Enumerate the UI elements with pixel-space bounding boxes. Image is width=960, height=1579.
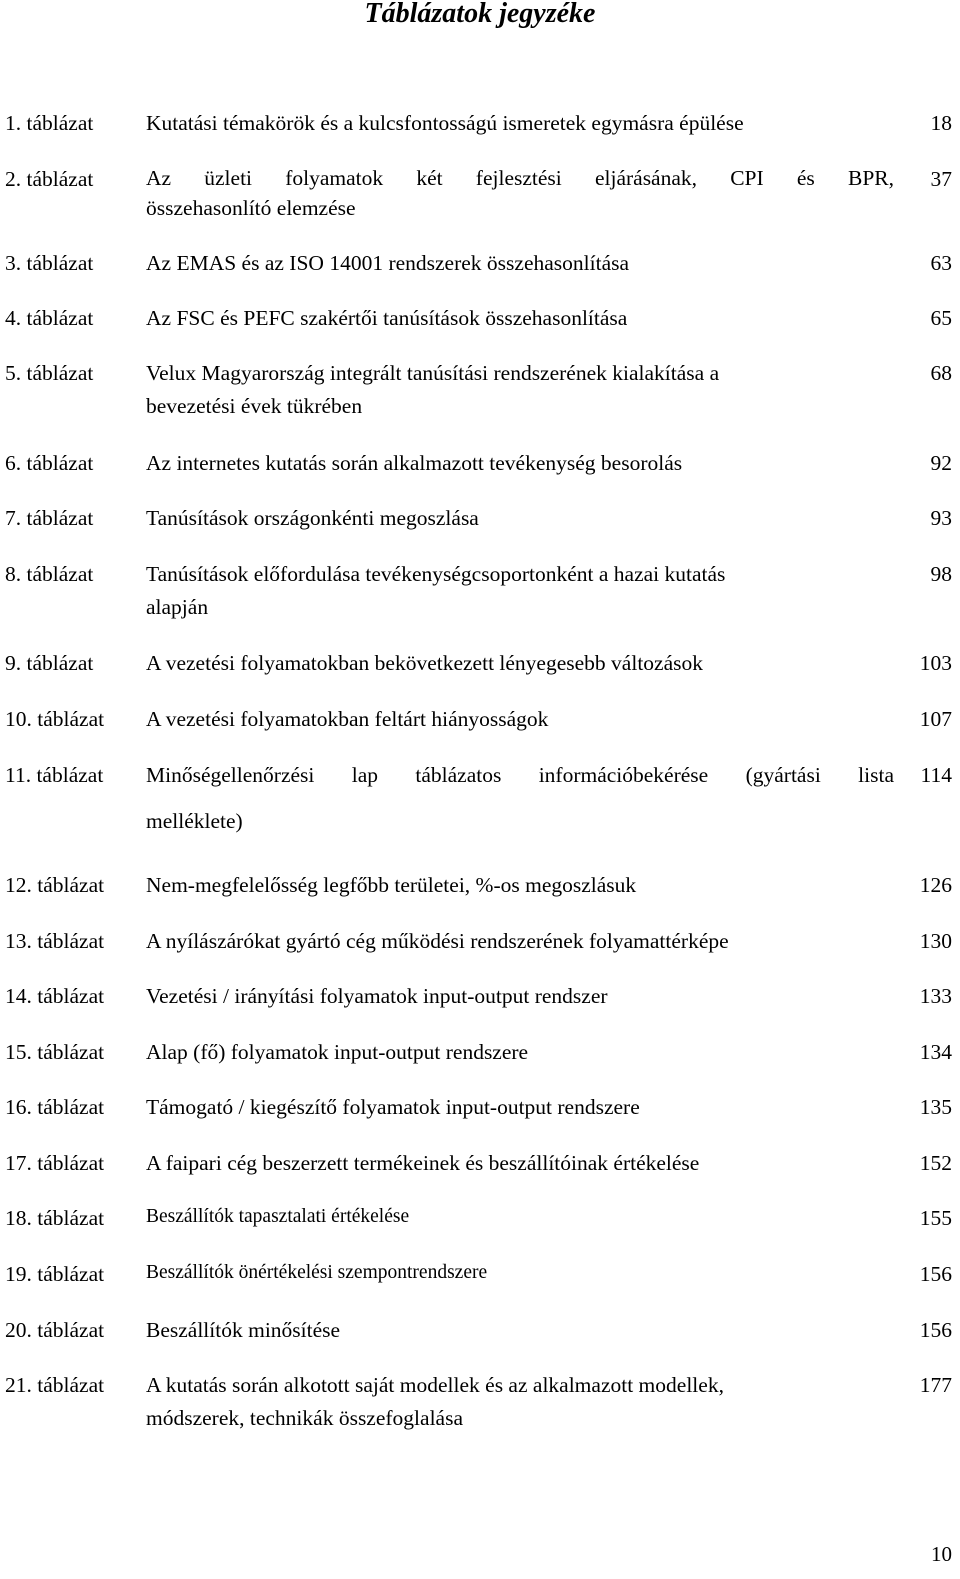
table-caption: Nem-megfelelősség legfőbb területei, %-os megoszlásuk xyxy=(146,873,637,897)
caption-line-2: bevezetési évek tükrében xyxy=(146,394,363,418)
caption-line-1: Velux Magyarország integrált tanúsítási rendszerének kialakítása a xyxy=(146,361,720,385)
table-caption: Vezetési / irányítási folyamatok input-output rendszer xyxy=(146,984,608,1008)
table-number: 6. táblázat xyxy=(5,451,94,475)
table-number: 20. táblázat xyxy=(5,1318,105,1342)
page-number: 10 xyxy=(931,1542,952,1566)
page-reference: 130 xyxy=(919,929,952,953)
table-caption: Beszállítók önértékelési szempontrendszere xyxy=(146,1262,488,1283)
caption-line-2: módszerek, technikák összefoglalása xyxy=(146,1406,463,1430)
table-number: 11. táblázat xyxy=(5,763,104,787)
page-reference: 152 xyxy=(919,1151,952,1175)
caption-line-1: Az üzleti folyamatok két fejlesztési eljárásának, CPI és BPR, xyxy=(146,166,894,190)
page-reference: 134 xyxy=(919,1040,952,1064)
table-caption: A vezetési folyamatokban feltárt hiányosságok xyxy=(146,707,549,731)
page-reference: 133 xyxy=(919,984,952,1008)
table-caption: Támogató / kiegészítő folyamatok input-output rendszere xyxy=(146,1095,640,1119)
table-caption: Kutatási témakörök és a kulcsfontosságú ismeretek egymásra épülése xyxy=(146,111,744,135)
table-number: 12. táblázat xyxy=(5,873,105,897)
page-reference: 156 xyxy=(919,1318,952,1342)
table-caption: Beszállítók minősítése xyxy=(146,1318,341,1342)
page-reference: 65 xyxy=(930,306,952,330)
page-reference: 135 xyxy=(919,1095,952,1119)
page-reference: 98 xyxy=(930,562,952,586)
table-number: 9. táblázat xyxy=(5,651,94,675)
page-reference: 177 xyxy=(919,1373,952,1397)
table-caption xyxy=(146,357,894,423)
table-number: 2. táblázat xyxy=(5,167,94,191)
table-caption xyxy=(146,558,894,624)
table-number: 8. táblázat xyxy=(5,562,94,586)
caption-line-1: A kutatás során alkotott saját modellek és az alkalmazott modellek, xyxy=(146,1373,724,1397)
table-number: 14. táblázat xyxy=(5,984,105,1008)
table-number: 17. táblázat xyxy=(5,1151,105,1175)
page-reference: 103 xyxy=(919,651,952,675)
table-number: 13. táblázat xyxy=(5,929,105,953)
table-caption: Alap (fő) folyamatok input-output rendszere xyxy=(146,1040,529,1064)
table-caption: A nyílászárókat gyártó cég működési rendszerének folyamattérképe xyxy=(146,929,729,953)
table-caption: Az FSC és PEFC szakértői tanúsítások összehasonlítása xyxy=(146,306,628,330)
caption-line-1: Minőségellenőrzési lap táblázatos információbekérése (gyártási lista xyxy=(146,763,894,787)
caption-line-2: alapján xyxy=(146,595,209,619)
caption-line-2: összehasonlító elemzése xyxy=(146,196,356,220)
table-caption: A vezetési folyamatokban bekövetkezett lényegesebb változások xyxy=(146,651,703,675)
page-title: Táblázatok jegyzéke xyxy=(364,0,596,29)
table-number: 16. táblázat xyxy=(5,1095,105,1119)
page-reference: 92 xyxy=(930,451,952,475)
table-number: 7. táblázat xyxy=(5,506,94,530)
table-caption: Beszállítók tapasztalati értékelése xyxy=(146,1206,410,1227)
page-reference: 155 xyxy=(919,1206,952,1230)
table-number: 1. táblázat xyxy=(5,111,94,135)
table-caption: Tanúsítások országonkénti megoszlása xyxy=(146,506,479,530)
page-reference: 126 xyxy=(919,873,952,897)
page-reference: 156 xyxy=(919,1262,952,1286)
page-reference: 68 xyxy=(930,361,952,385)
table-number: 15. táblázat xyxy=(5,1040,105,1064)
table-caption: Az internetes kutatás során alkalmazott tevékenység besorolás xyxy=(146,451,683,475)
caption-line-1: Tanúsítások előfordulása tevékenységcsoportonként a hazai kutatás xyxy=(146,562,726,586)
page-reference: 107 xyxy=(919,707,952,731)
page-reference: 114 xyxy=(920,763,952,787)
table-caption: A faipari cég beszerzett termékeinek és beszállítóinak értékelése xyxy=(146,1151,700,1175)
table-number: 3. táblázat xyxy=(5,251,94,275)
table-caption xyxy=(146,759,894,838)
table-number: 21. táblázat xyxy=(5,1373,105,1397)
page-reference: 63 xyxy=(930,251,952,275)
table-caption xyxy=(146,163,894,223)
table-number: 4. táblázat xyxy=(5,306,94,330)
table-number: 19. táblázat xyxy=(5,1262,105,1286)
table-caption: Az EMAS és az ISO 14001 rendszerek összehasonlítása xyxy=(146,251,630,275)
table-caption xyxy=(146,1369,894,1435)
caption-line-2: melléklete) xyxy=(146,809,243,833)
page-reference: 18 xyxy=(930,111,952,135)
page-reference: 37 xyxy=(930,167,952,191)
table-number: 10. táblázat xyxy=(5,707,105,731)
table-number: 5. táblázat xyxy=(5,361,94,385)
page-reference: 93 xyxy=(930,506,952,530)
table-number: 18. táblázat xyxy=(5,1206,105,1230)
